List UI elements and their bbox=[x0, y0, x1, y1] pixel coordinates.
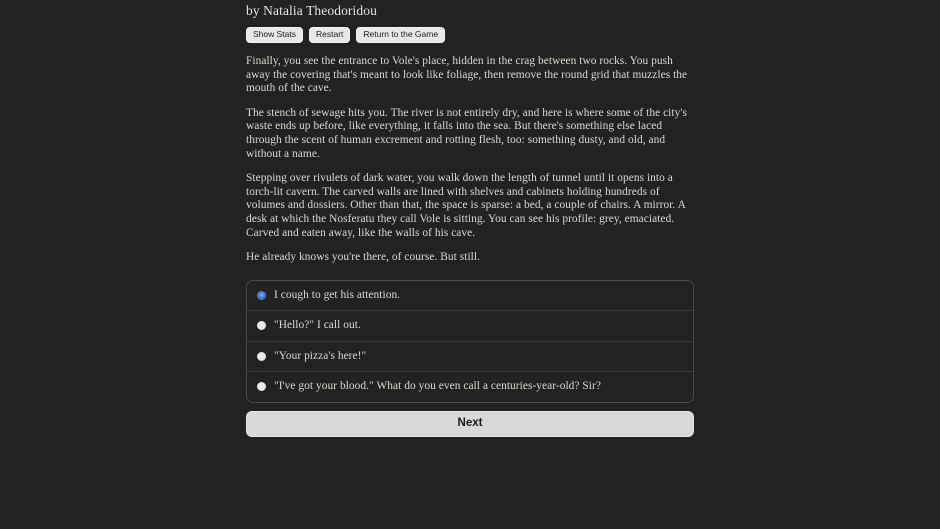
choice-option[interactable] bbox=[247, 281, 693, 311]
radio-icon[interactable] bbox=[257, 352, 266, 361]
return-to-game-button[interactable]: Return to the Game bbox=[356, 27, 445, 43]
author-byline: by Natalia Theodoridou bbox=[246, 3, 377, 18]
next-button[interactable]: Next bbox=[246, 411, 694, 437]
radio-icon[interactable] bbox=[257, 382, 266, 391]
story-text bbox=[246, 55, 694, 265]
radio-icon[interactable] bbox=[257, 321, 266, 330]
show-stats-button[interactable]: Show Stats bbox=[246, 27, 303, 43]
choice-option-label: "Your pizza's here!" bbox=[274, 349, 367, 362]
choice-option-label: "Hello?" I call out. bbox=[274, 319, 361, 332]
next-button-container bbox=[246, 411, 694, 437]
choice-list bbox=[246, 280, 694, 403]
choice-option[interactable] bbox=[247, 341, 693, 372]
content-column bbox=[246, 0, 694, 437]
story-paragraph: The stench of sewage hits you. The river is not entirely dry, and here is where some of the city's waste ends up before, like everything, it falls into the sea. But there's something else laced through the scent of human excrement and rotting flesh, too: something dusty, and old, and without a name. bbox=[246, 106, 687, 160]
game-toolbar bbox=[246, 27, 694, 43]
restart-button[interactable]: Restart bbox=[309, 27, 350, 43]
choice-option[interactable] bbox=[247, 310, 693, 341]
radio-icon-selected[interactable] bbox=[257, 291, 266, 300]
choice-option-label: "I've got your blood." What do you even call a centuries-year-old? Sir? bbox=[274, 380, 601, 393]
choice-option-label: I cough to get his attention. bbox=[274, 288, 401, 301]
story-paragraph: He already knows you're there, of course. But still. bbox=[246, 251, 480, 264]
story-paragraph: Stepping over rivulets of dark water, you walk down the length of tunnel until it opens into a torch-lit cavern. The carved walls are lined with shelves and cabinets holding hundreds of volumes and dossiers. Other than that, the space is sparse: a bed, a couple of chairs. A mirror. A desk at which the Nosferatu they call Vole is sitting. You can see his profile: grey, emaciated. Carved and eaten away, like the walls of his cave. bbox=[246, 172, 686, 239]
story-paragraph: Finally, you see the entrance to Vole's place, hidden in the crag between two rocks. You push away the covering that's meant to look like foliage, then remove the round grid that muzzles the mouth of the cave. bbox=[246, 55, 688, 95]
choice-option[interactable] bbox=[247, 371, 693, 402]
